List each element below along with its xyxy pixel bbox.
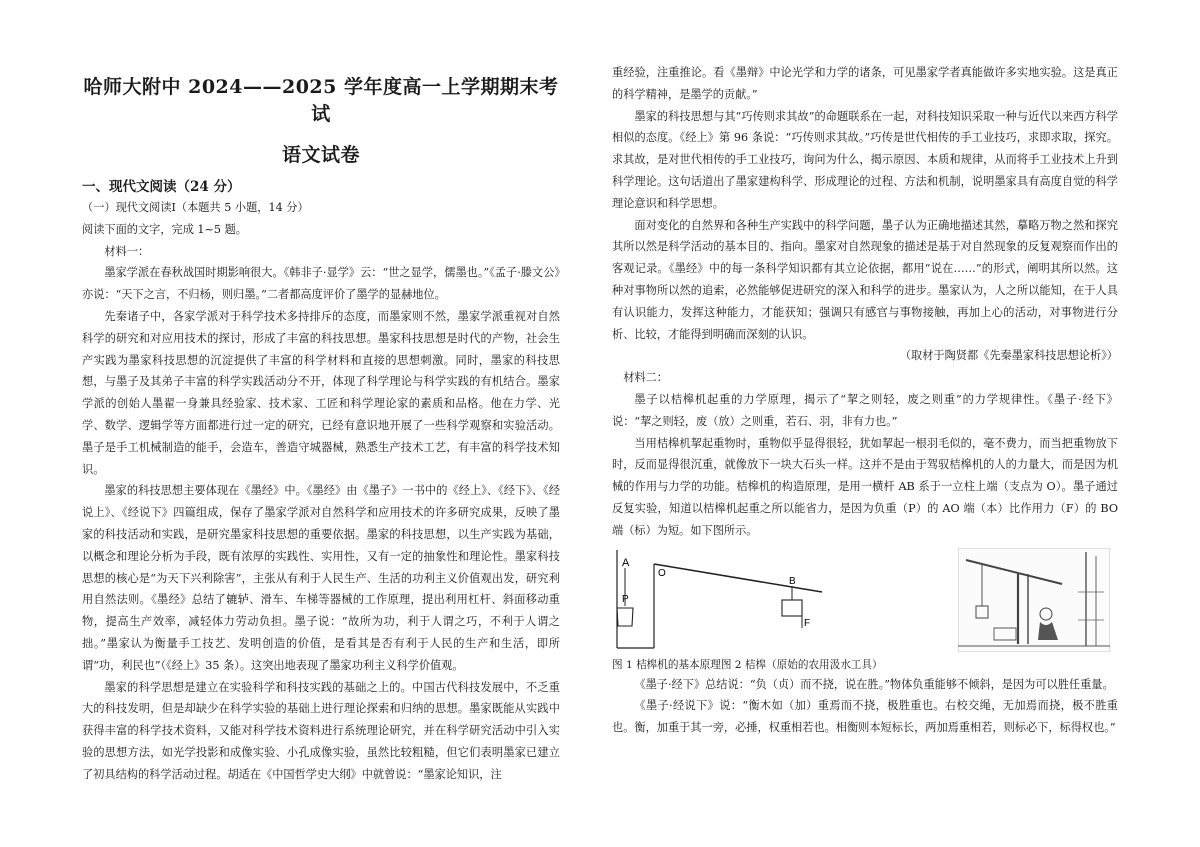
material-label: 材料二： (623, 371, 668, 385)
label-a: A (622, 556, 630, 569)
paragraph: 墨家的科技思想与其“巧传则求其故”的命题联系在一起，对科技知识采取一种与近代以来西方科学相似的态度。《经上》第 96 条说：“巧传则求其故。”巧传是世代相传的手工业技巧，求即求取，探究。求其故，是对世代相传的手工业技巧，询问为什么，揭示原因、本质和规律，从而将手工业技术上升到科学理论。这句话道出了墨家建构科学、形成理论的过程、方法和机制，说明墨家具有高度自觉的科学理论意识和科学思想。 (612, 109, 1118, 210)
material-label: 材料一： (104, 244, 150, 258)
paragraph: 面对变化的自然界和各种生产实践中的科学问题，墨子认为正确地描述其然，摹略万物之然和探究其所以然是科学活动的基本目的、指向。墨家对自然现象的描述是基于对自然现象的反复观察而作出的客观记录。《墨经》中的每一条科学知识都有其立论依据，都用“说在……”的形式，阐明其所以然。这种对事物所以然的追索，必然能够促进研究的深入和科学的进步。墨家认为，人之所以能知，在于人具有认识能力，发挥这种能力，才能获知；强调只有感官与事物接触，再加上心的活动，对事物进行分析、比较，才能得到明确而深刻的认识。 (612, 218, 1118, 341)
label-b: B (789, 575, 796, 587)
paragraph: 墨子以桔槔机起重的力学原理，揭示了“挈之则轻，废之则重”的力学规律性。《墨子·经下》说：“挈之则轻，废（放）之则重，若石、羽，非有力也。” (612, 392, 1118, 428)
label-o: O (658, 567, 666, 579)
section-heading: 一、现代文阅读（24 分） (82, 179, 241, 195)
source-citation: （取材于陶贤都《先秦墨家科技思想论析》） (899, 349, 1118, 363)
figure-caption: 图 1 桔槔机的基本原理图 2 桔槔（原始的农用汲水工具） (612, 658, 883, 671)
label-p: P (622, 593, 629, 605)
paragraph: 墨家学派在春秋战国时期影响很大。《韩非子·显学》云：“世之显学，儒墨也。”《孟子·滕文公》亦说：“天下之言，不归杨，则归墨。”二者都高度评价了墨学的显赫地位。 (82, 266, 560, 302)
label-f: F (804, 617, 811, 629)
paragraph: 重经验，注重推论。看《墨辩》中论光学和力学的诸条，可见墨家学者真能做许多实地实验。这是真正的科学精神，是墨学的贡献。” (612, 66, 1118, 101)
left-column (82, 62, 560, 786)
instruction-text: 阅读下面的文字，完成 1~5 题。 (82, 222, 247, 236)
paragraph: 《墨子·经说下》说：“衡木如（加）重焉而不挠，极胜重也。右校交绳，无加焉而挠，极不胜重也。衡，加重于其一旁，必捶，权重相若也。相衡则本短标长，两加焉重相若，则标必下，标得权也。” (612, 699, 1118, 735)
right-column (612, 62, 1118, 739)
subsection-heading: （一）现代文阅读Ⅰ（本题共 5 小题，14 分） (82, 201, 309, 214)
exam-title: 哈师大附中 2024——2025 学年度高一上学期期末考试 (83, 76, 559, 125)
shadoof-illustration (958, 548, 1110, 652)
paragraph: 先秦诸子中，各家学派对于科学技术多持排斥的态度，而墨家则不然，墨家学派重视对自然科学的研究和对应用技术的探讨，形成了丰富的科技思想。墨家科技思想是时代的产物，社会生产实践为墨家科技思想的沉淀提供了丰富的科学材料和直接的思想刺激。同时，墨家的科技思想，与墨子及其弟子丰富的科学实践活动分不开，体现了科学理论与科学实践的有机结合。墨家学派的创始人墨翟一身兼具经验家、技术家、工匠和科学理论家的素质和品格。他在力学、光学、数学、逻辑学等方面都进行过一定的研究，已经有意识地开展了一些科学观察和实验活动。墨子是手工机械制造的能手，会造车，善造守城器械，熟悉生产技术工艺，有丰富的科学技术知识。 (82, 309, 560, 476)
paragraph: 《墨子·经下》总结说：“负（贞）而不挠，说在胜。”物体负重能够不倾斜，是因为可以胜任重量。 (634, 677, 1114, 691)
paragraph: 墨家的科技思想主要体现在《墨经》中。《墨经》由《墨子》一书中的《经上》、《经下》、《经说上》、《经说下》四篇组成，保存了墨家学派对自然科学和应用技术的许多研究成果，反映了墨家的科技活动和实践，是研究墨家科技思想的重要依据。墨家的科技思想，以生产实践为基础，以概念和理论分析为手段，既有浓厚的实践性、实用性，又有一定的抽象性和理论性。墨家科技思想的核心是“为天下兴利除害”，主张从有利于人民生产、生活的功利主义价值观出发，研究利用自然法则。《墨经》总结了辘轳、滑车、车梯等器械的工作原理，提出利用杠杆、斜面移动重物，提高生产效率，减轻体力劳动负担。墨子说：“故所为功，利于人谓之巧，不利于人谓之拙。”墨家认为衡量手工技艺、发明创造的价值，是看其是否有利于人民的生产和生活，即所谓“功，利民也”（《经上》35 条）。这突出地表现了墨家功利主义科学价值观。 (82, 484, 560, 672)
exam-subtitle: 语文试卷 (281, 144, 360, 166)
figure-row (612, 546, 1118, 654)
paragraph: 墨家的科学思想是建立在实验科学和科技实践的基础之上的。中国古代科技发展中，不乏重大的科技发明，但是却缺少在科学实验的基础上进行理论探索和归纳的思想。墨家既能从实践中获得丰富的科学技术资料，又能对科学技术资料进行系统理论研究，并在科学研究活动中引入实验的思想方法，如光学投影和成像实验、小孔成像实验，虽然比较粗糙，但它们表明墨家已建立了初具结构的科学活动过程。胡适在《中国哲学史大纲》中就曾说：“墨家论知识，注 (82, 680, 560, 781)
lever-diagram (612, 546, 827, 654)
paragraph: 当用桔槔机挈起重物时，重物似乎显得很轻，犹如挈起一根羽毛似的，毫不费力，而当把重物放下时，反而显得很沉重，就像放下一块大石头一样。这并不是由于驾驭桔槔机的人的力量大，而是因为机械的作用与力学的功能。桔槔机的构造原理，是用一横杆 AB 系于一立柱上端（支点为 O）。墨子通过反复实验，知道以桔槔机起重之所以能省力，是因为负重（P）的 AO 端（本）比作用力（F）的 BO 端（标）为短。如下图所示。 (612, 436, 1118, 537)
